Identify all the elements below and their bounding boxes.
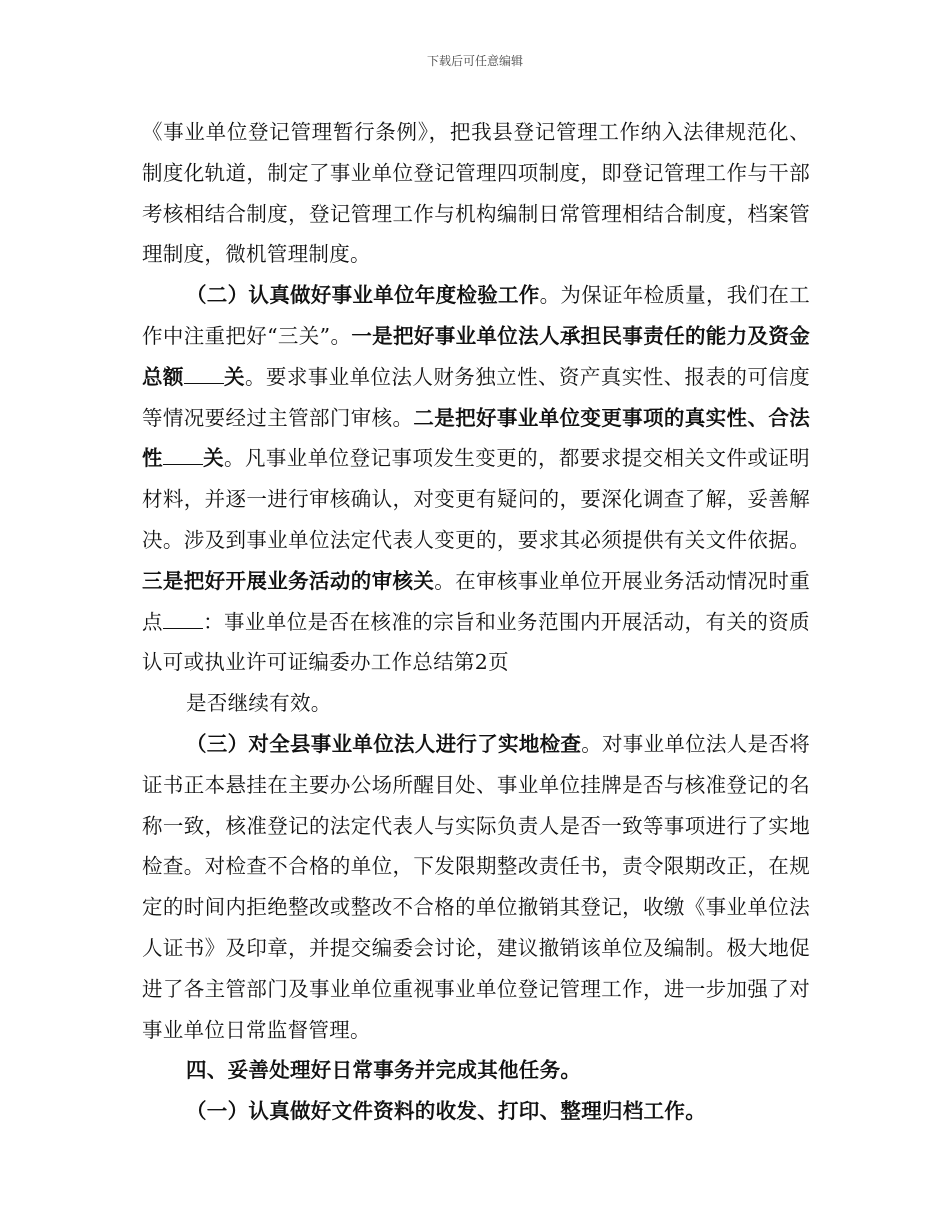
paragraph-3: 是否继续有效。 xyxy=(186,691,332,716)
text: 。凡事业单位登记事项发生变更的，都要求提交相关文件或证明材料，并逐一进行审核确认，对变更有疑问的，要深化调查了解，妥善解决。涉及到事业单位法定代表人变更的，要求其必须提供有关文件依据。 xyxy=(142,446,810,552)
section-heading-field-inspection: （三）对全县事业单位法人进行了实地检查 xyxy=(186,731,582,756)
paragraph-4 xyxy=(142,724,810,1050)
document-body xyxy=(142,112,810,1132)
text: 。在审核事业单位开展业务活动情况时重点 xyxy=(142,568,810,634)
point-three: 三是把好开展业务活动的审核关 xyxy=(142,568,435,593)
section-heading-documents: （一）认真做好文件资料的收发、打印、整理归档工作。 xyxy=(186,1099,706,1124)
blank-line xyxy=(184,364,224,383)
point-one-end: 关 xyxy=(223,364,245,389)
page-header: 下载后可任意编辑 xyxy=(426,54,523,68)
section-heading-annual-inspection: （二）认真做好事业单位年度检验工作 xyxy=(186,283,540,308)
blank-line xyxy=(163,446,203,465)
paragraph-2 xyxy=(142,275,810,683)
paragraph-1: 《事业单位登记管理暂行条例》，把我县登记管理工作纳入法律规范化、制度化轨道，制定了事业单位登记管理四项制度，即登记管理工作与干部考核相结合制度，登记管理工作与机构编制日常管理相结合制度，档案管理制度，微机管理制度。 xyxy=(142,120,810,267)
blank-line xyxy=(163,609,203,628)
point-two-end: 关 xyxy=(202,446,225,471)
point-two: 二是把好事业单位变更事项的真实性、合法性 xyxy=(142,405,810,471)
section-heading-four: 四、妥善处理好日常事务并完成其他任务。 xyxy=(186,1058,582,1083)
text: ：事业单位是否在核准的宗旨和业务范围内开展活动，有关的资质认可或执业许可证编委办工作总结第2页 xyxy=(142,609,810,675)
point-one: 一是把好事业单位法人承担民事责任的能力及资金总额 xyxy=(142,323,810,389)
text: 。要求事业单位法人财务独立性、资产真实性、报表的可信度等情况要经过主管部门审核。 xyxy=(142,364,810,430)
text: 。对事业单位法人是否将证书正本悬挂在主要办公场所醒目处、事业单位挂牌是否与核准登记的名称一致，核准登记的法定代表人与实际负责人是否一致等事项进行了实地检查。对检查不合格的单位，下发限期整改责任书，责令限期改正，在规定的时间内拒绝整改或整改不合格的单位撤销其登记，收缴《事业单位法人证书》及印章，并提交编委会讨论，建议撤销该单位及编制。极大地促进了各主管部门及事业单位重视事业单位登记管理工作，进一步加强了对事业单位日常监督管理。 xyxy=(142,731,811,1042)
text: 。为保证年检质量，我们在工作中注重把好“三关”。 xyxy=(142,283,811,348)
